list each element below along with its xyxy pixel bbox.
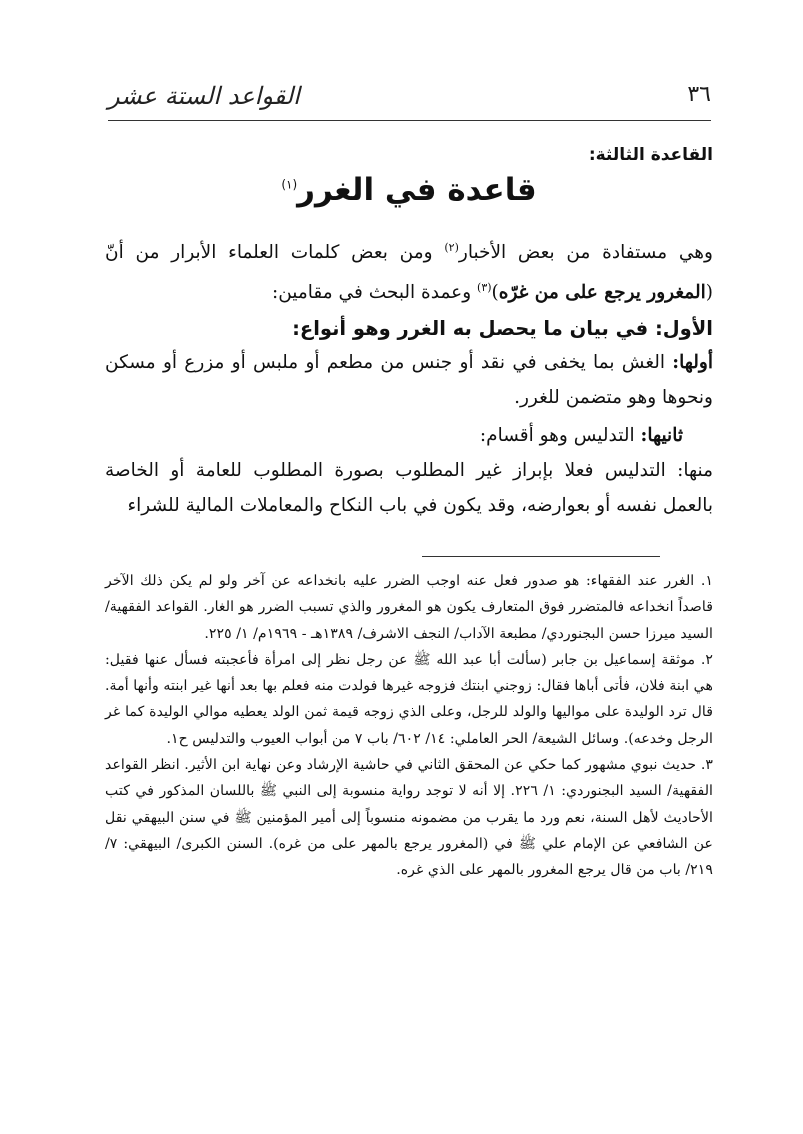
footnote-ref-3[interactable]: (٣) <box>477 281 492 295</box>
second-type-paragraph <box>105 418 713 453</box>
footnotes-section <box>105 568 713 884</box>
footnote-ref-1[interactable]: (١) <box>281 177 298 192</box>
intro-text-2: ومن بعض كلمات العلماء الأبرار من أنّ ( <box>105 242 713 304</box>
intro-text-4: وعمدة البحث في مقامين: <box>271 282 478 304</box>
second-type-label: ثانيها: <box>640 425 683 446</box>
page-header <box>108 76 711 124</box>
footnote-3: ٣. حديث نبوي مشهور كما حكي عن المحقق الثاني في حاشية الإرشاد وعن نهاية ابن الأثير. انظر القواعد الفقهية/ السيد البجنوردي: ١/ ٢٢٦. إلا أنه لا توجد رواية منسوبة إلى النبي ﷺ باللسان المذكور في كتب الأحاديث لأهل السنة، نعم ورد ما يقرب من مضمونه منسوباً إلى أمير المؤمنين ﷺ في سنن البيهقي نقل عن الشافعي عن الإمام علي ﷺ في (المغرور يرجع بالمهر على من غره). السنن الكبرى/ البيهقي: ٧/ ٢١٩/ باب من قال يرجع المغرور بالمهر على الذي غره. <box>105 757 713 879</box>
footnote-separator <box>422 556 660 557</box>
intro-text-3: ) <box>491 282 499 304</box>
section-heading: الأول: في بيان ما يحصل به الغرر وهو أنواع: <box>292 317 713 340</box>
footnote-ref-2[interactable]: (٢) <box>444 241 459 254</box>
running-title: القواعد الستة عشر <box>108 82 300 110</box>
intro-quote: المغرور يرجع على من غرّه <box>498 282 706 304</box>
intro-paragraph <box>105 230 713 310</box>
intro-text-1: وهي مستفادة من بعض الأخبار <box>458 242 713 264</box>
rule-label: القاعدة الثالثة: <box>588 145 713 165</box>
chapter-title <box>105 172 713 208</box>
footnote-2: ٢. موثقة إسماعيل بن جابر (سألت أبا عبد الله ﷺ عن رجل نظر إلى امرأة فأعجبته فسأل عنها فقيل: هي ابنة فلان، فأتى أباها فقال: زوجني ابنتك فزوجه غيرها فولدت منه فعلم بها بعد أنها غير ابنته وأنها أمة. قال ترد الوليدة على مواليها والولد للرجل، وعلى الذي زوجه قيمة ثمن الولد يعطيه موالي الوليدة كما غر الرجل وخدعه). وسائل الشيعة/ الحر العاملي: ١٤/ ٦٠٢/ باب ٧ من أبواب العيوب والتدليس ح١. <box>105 651 713 747</box>
first-type-paragraph <box>105 345 713 415</box>
footnote-1: ١. الغرر عند الفقهاء: هو صدور فعل عنه اوجب الضرر عليه بانخداعه عن آخر ولو لم يكن ذلك الآخر قاصداً انخداعه فالمتضرر فوق المتعارف يكون هو المغرور والذي تسبب الضرر هو الغار. القواعد الفقهية/ السيد ميرزا حسن البجنوردي/ مطبعة الآداب/ النجف الاشرف/ ١٣٨٩هـ - ١٩٦٩م/ ١/ ٢٢٥. <box>105 573 713 642</box>
first-type-text: الغش بما يخفى في نقد أو جنس من مطعم أو ملبس أو مزرع أو مسكن ونحوها وهو متضمن للغرر. <box>105 352 713 408</box>
minha-paragraph: منها: التدليس فعلا بإبراز غير المطلوب بصورة المطلوب للعامة أو الخاصة بالعمل نفسه أو بعوارضه، وقد يكون في باب النكاح والمعاملات المالية للشراء <box>105 460 713 516</box>
page-number: ٣٦ <box>687 82 711 107</box>
header-divider <box>108 120 711 121</box>
chapter-title-text: قاعدة في الغرر <box>297 172 537 208</box>
second-type-text: التدليس وهو أقسام: <box>479 425 641 446</box>
first-type-label: أولها: <box>672 352 713 373</box>
